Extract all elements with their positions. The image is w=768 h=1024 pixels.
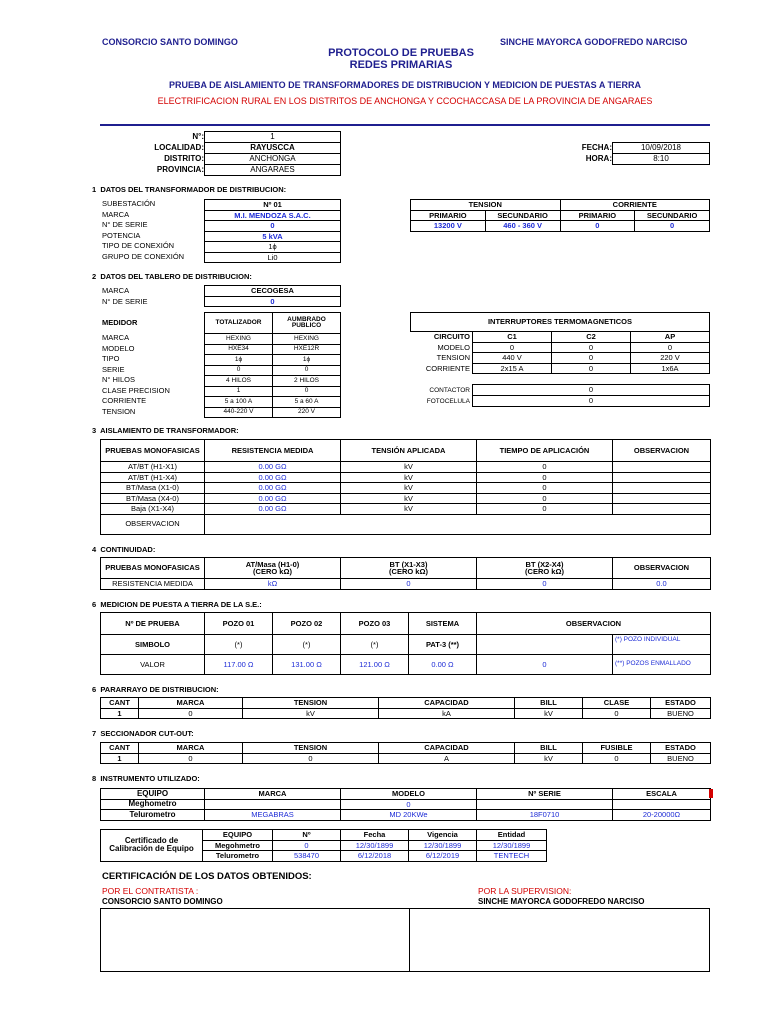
table-cell (613, 504, 711, 515)
tension-secondary: 460 - 360 V (485, 221, 560, 232)
table-cell: 20-20000Ω (613, 810, 711, 821)
insulation-obs-header: OBSERVACION (613, 440, 711, 462)
table-header: EQUIPO (203, 830, 273, 841)
table-header: TENSION (243, 743, 379, 754)
table-header: BILL (515, 743, 583, 754)
table-cell: 117.00 Ω (205, 655, 273, 675)
table-cell: BT/Masa (X1-0) (101, 483, 205, 494)
meter-cell: HEXING (205, 334, 273, 345)
breaker-cell: 0 (631, 342, 710, 353)
meter-cell: HEXING (273, 334, 341, 345)
grounding-test-header: Nº DE PRUEBA (101, 613, 205, 635)
meter-cell: HXE34 (205, 344, 273, 355)
location-table (204, 131, 341, 176)
table-cell: kV (515, 753, 583, 764)
section-2-title: 2 DATOS DEL TABLERO DE DISTRIBUCION: (92, 272, 252, 281)
hora-value: 8:10 (613, 154, 710, 165)
table-cell: BT/Masa (X4-0) (101, 493, 205, 504)
surge-arrester-table (100, 697, 711, 719)
table-cell: Telurometro (203, 851, 273, 862)
table-cell: 0 (583, 708, 651, 719)
table-header: MODELO (341, 789, 477, 800)
meter-labels: MARCA MODELO TIPO SERIE N° HILOS CLASE PRECISION CORRIENTE TENSION (102, 333, 170, 416)
breaker-cell: 0 (552, 353, 631, 364)
table-cell: (*) (341, 635, 409, 655)
insulation-table (100, 439, 711, 535)
meter-cell: 0 (205, 365, 273, 376)
table-cell: 1 (101, 708, 139, 719)
continuity-obs-header: OBSERVACION (613, 558, 711, 579)
table-cell: 0 (477, 504, 613, 515)
breaker-table (472, 331, 710, 374)
breaker-header-table (410, 312, 710, 332)
meter-cell: 2 HILOS (273, 376, 341, 387)
calibration-table (100, 829, 547, 862)
contactor-labels: CONTACTOR FOTOCELULA (426, 387, 470, 405)
certification-title: CERTIFICACIÓN DE LOS DATOS OBTENIDOS: (102, 871, 312, 882)
tension-secondary-header: SECUNDARIO (485, 210, 560, 221)
table-header: Nº (273, 830, 341, 841)
grounding-symbol-label: SIMBOLO (101, 635, 205, 655)
current-secondary-header: SECUNDARIO (635, 210, 710, 221)
table-cell: kA (379, 708, 515, 719)
report-number: 1 (205, 132, 341, 143)
transformer-power: 5 kVA (205, 231, 341, 242)
table-cell: 0 (341, 579, 477, 590)
table-header: CLASE (583, 698, 651, 709)
continuity-table (100, 557, 711, 590)
table-cell: 0.0 (613, 579, 711, 590)
table-cell: 0 (477, 462, 613, 473)
table-cell (613, 462, 711, 473)
contractor-signature-box (100, 908, 410, 972)
totalizer-header: TOTALIZADOR (205, 313, 273, 334)
continuity-at-header: AT/Masa (H1-0) (CERO kΩ) (205, 558, 341, 579)
current-primary: 0 (560, 221, 635, 232)
breaker-ap-header: AP (631, 332, 710, 343)
table-cell (477, 799, 613, 810)
current-primary-header: PRIMARIO (560, 210, 635, 221)
test-description: PRUEBA DE AISLAMIENTO DE TRANSFORMADORES DE DISTRIBUCION Y MEDICION DE PUESTAS A TIERRA (168, 80, 642, 90)
date-labels: FECHA: HORA: (581, 143, 612, 163)
meter-cell: 220 V (273, 407, 341, 418)
table-cell: 0.00 Ω (409, 655, 477, 675)
page-subtitle: REDES PRIMARIAS (349, 59, 453, 71)
insulation-time-header: TIEMPO DE APLICACIÓN (477, 440, 613, 462)
table-header: Entidad (477, 830, 547, 841)
table-cell: 131.00 Ω (273, 655, 341, 675)
current-secondary: 0 (635, 221, 710, 232)
meter-cell: 1ϕ (273, 355, 341, 366)
panel-serial: 0 (205, 296, 341, 307)
table-cell: 12/30/1899 (341, 840, 409, 851)
table-cell (613, 483, 711, 494)
table-cell: kV (341, 483, 477, 494)
info-labels: N°: LOCALIDAD: DISTRITO: PROVINCIA: (154, 132, 204, 174)
table-cell: kV (341, 504, 477, 515)
continuity-tests-header: PRUEBAS MONOFASICAS (101, 558, 205, 579)
table-cell: Megohmetro (203, 840, 273, 851)
table-header: Vigencia (409, 830, 477, 841)
grounding-obs-header: OBSERVACION (477, 613, 711, 635)
table-cell: Baja (X1-X4) (101, 504, 205, 515)
table-cell: 0 (139, 708, 243, 719)
insulation-obs-label: OBSERVACION (101, 514, 205, 534)
panel-table (204, 285, 341, 307)
transformer-labels: SUBESTACIÓN MARCA N° DE SERIE POTENCIA TIPO DE CONEXIÓN GRUPO DE CONEXIÓN (102, 199, 185, 261)
table-cell: BUENO (651, 753, 711, 764)
table-cell: PAT-3 (**) (409, 635, 477, 655)
table-cell: kV (341, 493, 477, 504)
meter-cell: 4 HILOS (205, 376, 273, 387)
breaker-c1-header: C1 (473, 332, 552, 343)
meter-cell: 1ϕ (205, 355, 273, 366)
photocell-value: 0 (473, 396, 710, 407)
tension-current-table (410, 199, 710, 232)
table-row (101, 462, 711, 473)
table-cell: 6/12/2018 (341, 851, 409, 862)
grounding-table (100, 612, 711, 675)
table-row (101, 504, 711, 515)
panel-brand: CECOGESA (205, 286, 341, 297)
table-row (101, 472, 711, 483)
date-table (612, 142, 710, 165)
cutout-table (100, 742, 711, 764)
table-cell: 0 (273, 840, 341, 851)
fecha-value: 10/09/2018 (613, 143, 710, 154)
table-header: CANT (101, 698, 139, 709)
meter-table (204, 312, 341, 418)
contractor-signature-label: POR EL CONTRATISTA : (102, 886, 199, 896)
table-header: Nº SERIE (477, 789, 613, 800)
section-6-title: 6 PARARRAYO DE DISTRIBUCION: (92, 685, 219, 694)
grounding-note-individual: (*) POZO INDIVIDUAL (613, 635, 711, 655)
table-header: FUSIBLE (583, 743, 651, 754)
tension-header: TENSION (411, 200, 561, 211)
table-cell: 0 (477, 655, 613, 675)
table-header: CAPACIDAD (379, 698, 515, 709)
table-header: Fecha (341, 830, 409, 841)
table-cell: BUENO (651, 708, 711, 719)
table-cell: 121.00 Ω (341, 655, 409, 675)
distrito-value: ANCHONGA (205, 154, 341, 165)
table-cell (613, 472, 711, 483)
table-header: MARCA (139, 698, 243, 709)
instrument-table (100, 788, 711, 821)
continuity-bt2-header: BT (X2-X4) (CERO kΩ) (477, 558, 613, 579)
table-cell: 0 (341, 799, 477, 810)
supervision-signature-name: SINCHE MAYORCA GODOFREDO NARCISO (478, 897, 645, 906)
grounding-system-header: SISTEMA (409, 613, 477, 635)
table-cell: kV (243, 708, 379, 719)
meter-cell: 0 (273, 386, 341, 397)
table-cell: 18F0710 (477, 810, 613, 821)
insulation-obs-value (205, 514, 711, 534)
table-cell (477, 635, 613, 655)
table-cell: (*) (205, 635, 273, 655)
table-row (101, 579, 711, 590)
contactor-table (472, 384, 710, 407)
current-header: CORRIENTE (560, 200, 710, 211)
section-7-title: 7 SECCIONADOR CUT-OUT: (92, 729, 194, 738)
table-cell: 0.00 GΩ (205, 493, 341, 504)
table-cell: MEGABRAS (205, 810, 341, 821)
section-3-title: 3 AISLAMIENTO DE TRANSFORMADOR: (92, 426, 239, 435)
table-cell: 0 (243, 753, 379, 764)
table-cell: AT/BT (H1-X4) (101, 472, 205, 483)
breaker-cell: 0 (552, 363, 631, 374)
table-cell: TENTECH (477, 851, 547, 862)
supervision-signature-box (409, 908, 710, 972)
grounding-pit2-header: POZO 02 (273, 613, 341, 635)
transformer-table (204, 199, 341, 263)
table-row (101, 708, 711, 719)
table-cell: 0 (477, 579, 613, 590)
table-cell: A (379, 753, 515, 764)
breaker-cell: 1x6A (631, 363, 710, 374)
localidad-value: RAYUSCCA (205, 143, 341, 154)
table-header: ESTADO (651, 743, 711, 754)
tension-primary-header: PRIMARIO (411, 210, 486, 221)
table-row (101, 810, 711, 821)
table-header: ESTADO (651, 698, 711, 709)
table-header: MARCA (139, 743, 243, 754)
tension-primary: 13200 V (411, 221, 486, 232)
table-header: MARCA (205, 789, 341, 800)
table-cell: 0 (477, 483, 613, 494)
continuity-bt1-header: BT (X1-X3) (CERO kΩ) (341, 558, 477, 579)
table-cell: 12/30/1899 (477, 840, 547, 851)
supervision-signature-label: POR LA SUPERVISION: (478, 886, 572, 896)
section-8-title: 8 INSTRUMENTO UTILIZADO: (92, 774, 200, 783)
insulation-tests-header: PRUEBAS MONOFASICAS (101, 440, 205, 462)
breaker-cell: 440 V (473, 353, 552, 364)
table-cell: 0.00 GΩ (205, 462, 341, 473)
table-cell (613, 799, 711, 810)
header-divider (100, 124, 710, 126)
table-row (101, 493, 711, 504)
calibration-label: Certificado de Calibración de Equipo (101, 830, 203, 862)
table-cell: kΩ (205, 579, 341, 590)
table-cell: kV (341, 462, 477, 473)
table-row (101, 753, 711, 764)
breaker-c2-header: C2 (552, 332, 631, 343)
table-cell: MD 20KWe (341, 810, 477, 821)
contractor-signature-name: CONSORCIO SANTO DOMINGO (102, 897, 223, 906)
panel-labels: MARCA N° DE SERIE (102, 286, 148, 306)
table-cell: 538470 (273, 851, 341, 862)
table-cell: 0.00 GΩ (205, 504, 341, 515)
connection-type: 1ϕ (205, 242, 341, 253)
meter-cell: HXE12R (273, 344, 341, 355)
table-cell (613, 493, 711, 504)
connection-group: Li0 (205, 252, 341, 263)
table-header: CAPACIDAD (379, 743, 515, 754)
table-cell: 0 (477, 472, 613, 483)
project-name: ELECTRIFICACION RURAL EN LOS DISTRITOS DE ANCHONGA Y CCOCHACCASA DE LA PROVINCIA DE ANGARAES (157, 96, 653, 106)
table-header: BILL (515, 698, 583, 709)
breaker-cell: 220 V (631, 353, 710, 364)
table-cell: 0.00 GΩ (205, 483, 341, 494)
meter-title: MEDIDOR (102, 318, 138, 327)
meter-cell: 5 a 100 A (205, 397, 273, 408)
meter-cell: 440-220 V (205, 407, 273, 418)
grounding-pit1-header: POZO 01 (205, 613, 273, 635)
table-cell: RESISTENCIA MEDIDA (101, 579, 205, 590)
table-row (101, 799, 711, 810)
table-cell: (*) (273, 635, 341, 655)
table-cell: 1 (101, 753, 139, 764)
table-header: EQUIPO (101, 789, 205, 800)
table-header: TENSION (243, 698, 379, 709)
meter-cell: 0 (273, 365, 341, 376)
breaker-cell: 0 (473, 342, 552, 353)
grounding-note-mesh: (**) POZOS ENMALLADO (613, 655, 711, 675)
meter-cell: 1 (205, 386, 273, 397)
table-cell: Meghometro (101, 799, 205, 810)
breaker-labels: CIRCUITO MODELO TENSION CORRIENTE (425, 332, 470, 373)
table-cell: AT/BT (H1-X1) (101, 462, 205, 473)
table-cell (205, 799, 341, 810)
provincia-value: ANGARAES (205, 165, 341, 176)
grounding-pit3-header: POZO 03 (341, 613, 409, 635)
red-marker (709, 789, 713, 798)
table-cell: 0 (583, 753, 651, 764)
meter-cell: 5 a 60 A (273, 397, 341, 408)
breaker-cell: 2x15 A (473, 363, 552, 374)
transformer-serial: 0 (205, 221, 341, 232)
section-1-title: 1 DATOS DEL TRANSFORMADOR DE DISTRIBUCION: (92, 185, 287, 194)
table-row (101, 483, 711, 494)
section-5-title: 6 MEDICION DE PUESTA A TIERRA DE LA S.E.: (92, 600, 262, 609)
insulation-voltage-header: TENSIÓN APLICADA (341, 440, 477, 462)
table-cell: kV (515, 708, 583, 719)
page-title: PROTOCOLO DE PRUEBAS (328, 47, 474, 59)
transformer-brand: M.I. MENDOZA S.A.C. (205, 210, 341, 221)
table-cell: 0.00 GΩ (205, 472, 341, 483)
public-lighting-header: AUMBRADO PUBLICO (273, 313, 341, 334)
supervisor-name: SINCHE MAYORCA GODOFREDO NARCISO (500, 37, 688, 47)
table-header: CANT (101, 743, 139, 754)
table-cell: 12/30/1899 (409, 840, 477, 851)
table-cell: Telurometro (101, 810, 205, 821)
table-cell: 0 (477, 493, 613, 504)
table-cell: kV (341, 472, 477, 483)
grounding-value-label: VALOR (101, 655, 205, 675)
contactor-value: 0 (473, 385, 710, 396)
insulation-resistance-header: RESISTENCIA MEDIDA (205, 440, 341, 462)
breaker-cell: 0 (552, 342, 631, 353)
section-4-title: 4 CONTINUIDAD: (92, 545, 156, 554)
table-cell: 6/12/2019 (409, 851, 477, 862)
contractor-name: CONSORCIO SANTO DOMINGO (102, 37, 238, 47)
table-header: ESCALA (613, 789, 711, 800)
table-cell: 0 (139, 753, 243, 764)
substation-value: Nº 01 (205, 200, 341, 211)
breakers-title: INTERRUPTORES TERMOMAGNETICOS (411, 313, 710, 332)
